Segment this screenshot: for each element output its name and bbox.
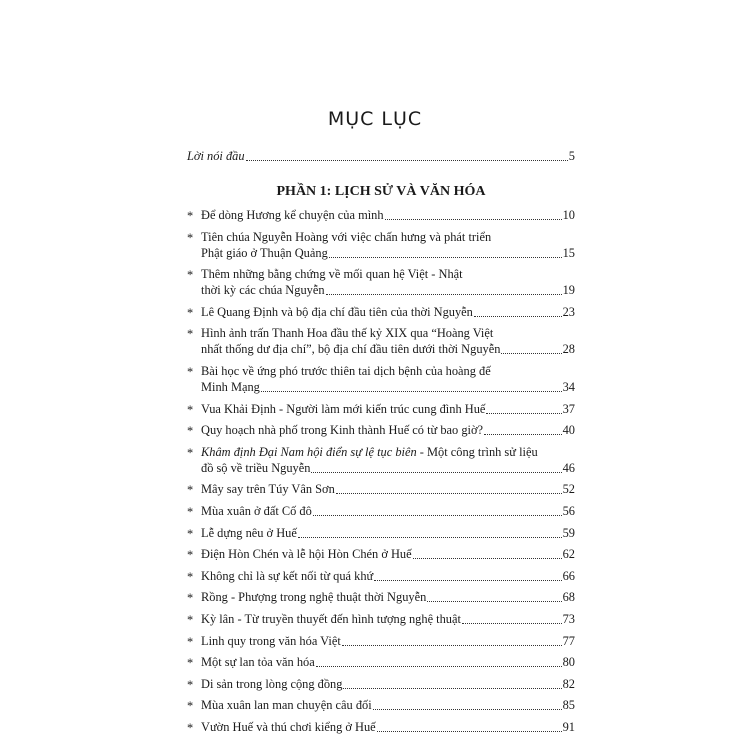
entry-page-number: 37 [562, 401, 575, 416]
dot-leader [261, 391, 562, 392]
entry-line [201, 444, 575, 460]
dot-leader [374, 580, 561, 581]
dot-leader [413, 558, 562, 559]
dot-leader [373, 709, 562, 710]
entry-last-line [201, 568, 575, 584]
entry-page-number: 73 [562, 611, 575, 626]
bullet-mark: * [187, 612, 194, 627]
bullet-mark: * [187, 548, 194, 563]
entry-line-text: Di sản trong lòng cộng đồng [201, 676, 343, 691]
dot-leader [311, 472, 561, 473]
toc-entry [187, 633, 575, 649]
entry-page-number: 77 [562, 633, 575, 648]
entry-page-number: 68 [562, 590, 575, 605]
toc-entry [187, 654, 575, 670]
entry-last-line [201, 304, 575, 320]
toc-entry [187, 363, 575, 395]
entry-line-text: - Một công trình sử liệu [416, 444, 538, 459]
toc-entry [187, 229, 575, 261]
entry-last-line [201, 422, 575, 438]
entry-last-line [201, 503, 575, 519]
entry-last-line [201, 245, 575, 261]
toc-entry [187, 481, 575, 497]
entry-page-number: 56 [562, 503, 575, 518]
entry-last-line [201, 525, 575, 541]
entry-line-text: Mùa xuân ở đất Cố đô [201, 503, 312, 518]
bullet-mark: * [187, 677, 194, 692]
dot-leader [298, 537, 562, 538]
entry-italic-title: Khâm định Đại Nam hội điển sự lệ tục biên [201, 444, 417, 459]
entry-page-number: 91 [562, 719, 575, 734]
entry-line-text: Điện Hòn Chén và lễ hội Hòn Chén ở Huế [201, 547, 412, 562]
entry-last-line [201, 481, 575, 497]
bullet-mark: * [187, 364, 194, 379]
entry-page-number: 82 [562, 676, 575, 691]
bullet-mark: * [187, 268, 194, 283]
entry-page-number: 62 [562, 547, 575, 562]
entry-page-number: 66 [562, 568, 575, 583]
bullet-mark: * [187, 424, 194, 439]
entry-last-line [201, 546, 575, 562]
entry-page-number: 19 [562, 283, 575, 298]
entry-page-number: 34 [562, 379, 575, 394]
bullet-mark: * [187, 209, 194, 223]
dot-leader [486, 413, 561, 414]
toc-entry [187, 568, 575, 584]
dot-leader [342, 645, 562, 646]
toc-entry [187, 697, 575, 713]
section-title: PHẦN 1: LỊCH SỬ VÀ VĂN HÓA [276, 184, 486, 199]
entry-page-number: 10 [562, 208, 575, 222]
entry-last-line [201, 633, 575, 649]
entry-page-number: 85 [562, 698, 575, 713]
toc-entry [187, 304, 575, 320]
entry-page-number: 80 [562, 655, 575, 670]
dot-leader [462, 623, 562, 624]
entry-line-text: Không chỉ là sự kết nối từ quá khứ [201, 568, 374, 583]
bullet-mark: * [187, 445, 194, 460]
preface-page: 5 [568, 149, 575, 163]
entry-line: Hình ảnh trấn Thanh Hoa đầu thế kỷ XIX qua “Hoàng Việt [201, 326, 494, 341]
toc-entry [187, 546, 575, 562]
dot-leader [385, 219, 562, 220]
entry-last-line [201, 654, 575, 670]
toc-entry [187, 207, 575, 223]
entry-page-number: 52 [562, 482, 575, 497]
entry-last-line [201, 611, 575, 627]
entry-last-line [201, 719, 575, 735]
entry-line-text: Vườn Huế và thú chơi kiểng ở Huế [201, 719, 376, 734]
preface-entry [187, 148, 575, 164]
entry-last-line [201, 589, 575, 605]
dot-leader [313, 515, 562, 516]
preface-label: Lời nói đầu [187, 149, 245, 163]
entry-line-text: Phật giáo ở Thuận Quảng [201, 245, 328, 260]
dot-leader [329, 257, 562, 258]
bullet-mark: * [187, 699, 194, 714]
entry-line-text: Quy hoạch nhà phố trong Kinh thành Huế có từ bao giờ? [201, 423, 484, 438]
entry-last-line [201, 379, 575, 395]
entry-page-number: 23 [562, 304, 575, 319]
entry-list [187, 207, 575, 735]
entry-line-text: Mây say trên Túy Vân Sơn [201, 482, 335, 497]
table-of-contents [187, 148, 575, 740]
entry-line-text: thời kỳ các chúa Nguyễn [201, 283, 325, 298]
toc-entry [187, 401, 575, 417]
toc-entry [187, 676, 575, 692]
toc-entry [187, 719, 575, 735]
entry-last-line [201, 697, 575, 713]
entry-page-number: 40 [562, 423, 575, 438]
dot-leader [316, 666, 562, 667]
entry-line-text: đồ sộ về triều Nguyễn [201, 460, 311, 475]
bullet-mark: * [187, 483, 194, 498]
entry-page-number: 46 [562, 460, 575, 475]
entry-line-text: Linh quy trong văn hóa Việt [201, 633, 341, 648]
toc-entry [187, 589, 575, 605]
toc-entry [187, 422, 575, 438]
entry-page-number: 28 [562, 342, 575, 357]
toc-entry [187, 525, 575, 541]
toc-entry [187, 266, 575, 298]
entry-line-text: Rồng - Phượng trong nghệ thuật thời Nguyễn [201, 590, 427, 605]
entry-line: Bài học về ứng phó trước thiên tai dịch bệnh của hoàng đế [201, 363, 491, 378]
entry-last-line [201, 401, 575, 417]
entry-line-text: Mùa xuân lan man chuyện câu đối [201, 698, 372, 713]
toc-entry [187, 611, 575, 627]
entry-line-text: Minh Mạng [201, 379, 260, 394]
dot-leader [326, 294, 562, 295]
entry-line-text: Một sự lan tỏa văn hóa [201, 655, 315, 670]
entry-page-number: 59 [562, 525, 575, 540]
dot-leader [484, 434, 562, 435]
bullet-mark: * [187, 230, 194, 245]
entry-line-text: Lê Quang Định và bộ địa chí đầu tiên của thời Nguyễn [201, 304, 473, 319]
entry-last-line [201, 460, 575, 476]
entry-line-text: nhất thống dư địa chí”, bộ địa chí đầu tiên dưới thời Nguyễn [201, 342, 501, 357]
entry-page-number: 15 [562, 245, 575, 260]
bullet-mark: * [187, 327, 194, 342]
entry-last-line [201, 341, 575, 357]
toc-entry [187, 325, 575, 357]
dot-leader [501, 353, 561, 354]
entry-line: Tiên chúa Nguyễn Hoàng với việc chấn hưng và phát triển [201, 229, 492, 244]
dot-leader [246, 160, 568, 161]
bullet-mark: * [187, 504, 194, 519]
dot-leader [336, 493, 562, 494]
dot-leader [343, 688, 561, 689]
entry-line: Thêm những bằng chứng về mối quan hệ Việt - Nhật [201, 267, 463, 282]
page-title: MỤC LỤC [327, 108, 423, 130]
dot-leader [377, 731, 562, 732]
bullet-mark: * [187, 634, 194, 649]
toc-entry [187, 444, 575, 476]
entry-line-text: Vua Khải Định - Người làm mới kiến trúc cung đình Huế [201, 401, 486, 416]
entry-line-text: Để dòng Hương kể chuyện của mình [201, 208, 384, 222]
bullet-mark: * [187, 526, 194, 541]
dot-leader [427, 601, 561, 602]
entry-last-line [201, 676, 575, 692]
entry-last-line [201, 207, 575, 223]
bullet-mark: * [187, 569, 194, 584]
toc-entry [187, 503, 575, 519]
entry-line-text: Lễ dựng nêu ở Huế [201, 525, 297, 540]
bullet-mark: * [187, 402, 194, 417]
entry-line-text: Kỳ lân - Từ truyền thuyết đến hình tượng nghệ thuật [201, 611, 461, 626]
dot-leader [474, 316, 562, 317]
bullet-mark: * [187, 591, 194, 606]
entry-last-line [201, 282, 575, 298]
bullet-mark: * [187, 656, 194, 671]
bullet-mark: * [187, 720, 194, 735]
bullet-mark: * [187, 305, 194, 320]
